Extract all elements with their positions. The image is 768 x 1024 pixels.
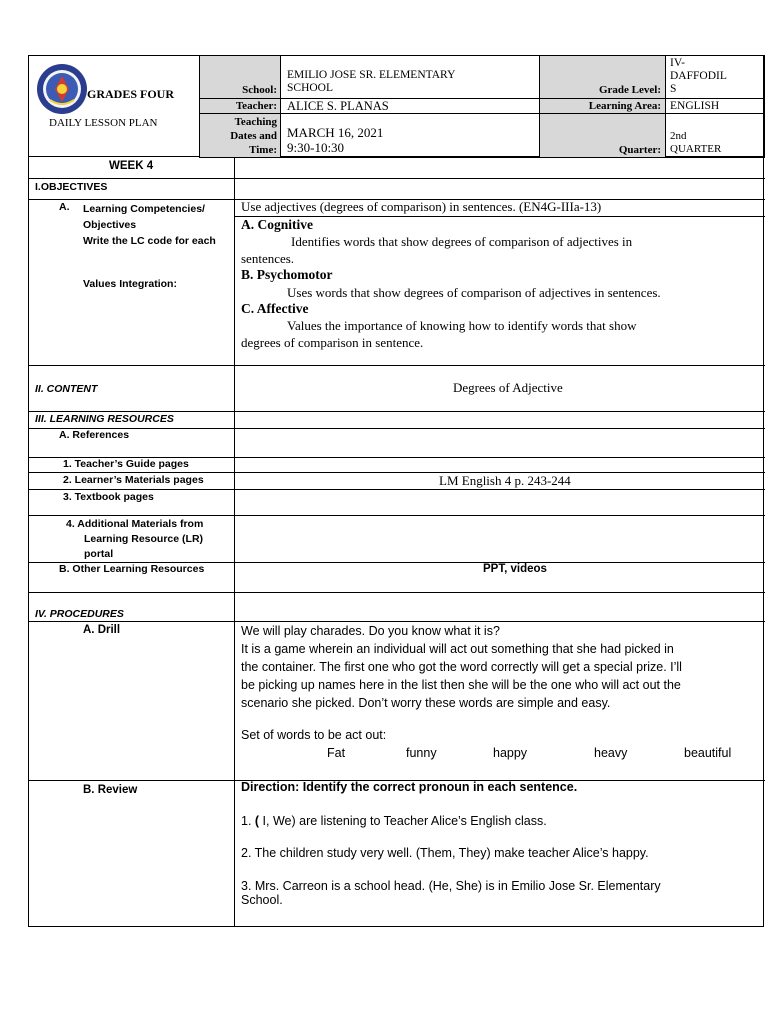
review-label: B. Review xyxy=(83,784,138,796)
quarter-value-cell xyxy=(665,113,765,158)
review-item-2: 2. The children study very well. (Them, They) make teacher Alice’s happy. xyxy=(241,846,649,860)
row-line xyxy=(29,428,765,429)
deped-seal-icon xyxy=(35,62,89,116)
additional-materials-line2: Learning Resource (LR) xyxy=(84,533,204,545)
review-item-3-line1: 3. Mrs. Carreon is a school head. (He, She) is in Emilio Jose Sr. Elementary xyxy=(241,879,661,893)
other-resources-value: PPT, videos xyxy=(483,563,547,575)
teacher-value-cell xyxy=(280,98,540,114)
school-value-line2: SCHOOL xyxy=(287,82,334,94)
row-line xyxy=(29,515,765,516)
school-value-line1: EMILIO JOSE SR. ELEMENTARY xyxy=(287,69,456,81)
teachers-guide-label: 1. Teacher’s Guide pages xyxy=(63,458,189,470)
drill-line: scenario she picked. Don’t worry these words are simple and easy. xyxy=(241,696,611,710)
content-value: Degrees of Adjective xyxy=(453,380,563,395)
textbook-label: 3. Textbook pages xyxy=(63,491,154,503)
references-label: A. References xyxy=(59,429,130,441)
additional-materials-line3: portal xyxy=(84,548,114,560)
affective-title: C. Affective xyxy=(241,301,309,316)
competency-label-2: Objectives xyxy=(83,219,137,231)
learning-area-label: Learning Area: xyxy=(588,100,661,112)
learning-area-value: ENGLISH xyxy=(670,100,720,112)
grade-level-value-line2: DAFFODIL xyxy=(670,70,727,82)
date-value: MARCH 16, 2021 xyxy=(287,125,384,140)
additional-materials-line1: 4. Additional Materials from xyxy=(66,518,204,530)
resources-heading: III. LEARNING RESOURCES xyxy=(35,413,174,425)
competency-label xyxy=(83,201,216,249)
learning-area-label-cell xyxy=(539,98,666,114)
header-table xyxy=(28,55,764,157)
learning-area-value-cell xyxy=(665,98,765,114)
word-item: funny xyxy=(406,746,437,760)
competency-label-1: Learning Competencies/ xyxy=(83,203,205,215)
row-line xyxy=(29,411,765,412)
other-resources-label: B. Other Learning Resources xyxy=(59,563,205,575)
dates-label xyxy=(230,115,277,157)
affective-line1: Values the importance of knowing how to identify words that show xyxy=(287,318,637,333)
date-time-value xyxy=(287,125,383,155)
row-line xyxy=(234,216,765,217)
psychomotor-line1: Uses words that show degrees of comparison of adjectives in sentences. xyxy=(287,285,661,300)
teacher-value: ALICE S. PLANAS xyxy=(287,99,389,113)
plan-type-label: DAILY LESSON PLAN xyxy=(49,117,158,129)
grade-level-value-cell xyxy=(665,55,765,99)
row-line xyxy=(29,489,765,490)
teacher-label: Teacher: xyxy=(235,100,277,112)
psychomotor-title: B. Psychomotor xyxy=(241,267,333,282)
drill-text xyxy=(241,622,682,712)
dates-label-line1: Teaching xyxy=(234,116,277,128)
school-value-cell xyxy=(280,55,540,99)
competency-letter: A. xyxy=(59,201,70,213)
grade-level-label: Grade Level: xyxy=(598,84,661,96)
grade-level-value xyxy=(670,57,727,96)
review-item-3 xyxy=(241,879,661,907)
drill-line: We will play charades. Do you know what it is? xyxy=(241,624,500,638)
drill-line: the container. The first one who got the word correctly will get a special prize. I’ll xyxy=(241,660,682,674)
school-label: School: xyxy=(242,84,277,96)
dates-label-line3: Time: xyxy=(249,144,277,156)
affective-line2: degrees of comparison in sentence. xyxy=(241,335,424,350)
lesson-plan-table xyxy=(28,157,764,927)
drill-line: be picking up names here in the list then she will be the one who will act out the xyxy=(241,678,681,692)
cognitive-title: A. Cognitive xyxy=(241,217,313,232)
grade-level-value-line3: S xyxy=(670,83,677,95)
drill-line: It is a game wherein an individual will act out something that she had picked in xyxy=(241,642,674,656)
review-item-1-rest: I, We) are listening to Teacher Alice’s English class. xyxy=(259,814,547,828)
review-item-3-line2: School. xyxy=(241,893,283,907)
word-item: happy xyxy=(493,746,528,760)
word-item: beautiful xyxy=(684,746,732,760)
word-item: heavy xyxy=(594,746,628,760)
column-divider xyxy=(234,157,235,927)
cognitive-line2: sentences. xyxy=(241,251,295,266)
time-value: 9:30-10:30 xyxy=(287,140,345,155)
date-value-cell xyxy=(280,113,540,158)
competency-value: Use adjectives (degrees of comparison) in sentences. (EN4G-IIIa-13) xyxy=(241,199,602,214)
cognitive-line1: Identifies words that show degrees of comparison of adjectives in xyxy=(291,234,633,249)
review-item-1 xyxy=(241,814,547,828)
school-value xyxy=(287,69,455,95)
teacher-label-cell xyxy=(199,98,281,114)
dates-label-cell xyxy=(199,113,281,158)
values-integration-label: Values Integration: xyxy=(83,278,177,290)
quarter-value-line1: 2nd xyxy=(670,130,687,142)
quarter-label: Quarter: xyxy=(618,144,661,156)
word-item: Fat xyxy=(327,746,346,760)
quarter-label-cell xyxy=(539,113,666,158)
competency-label-3: Write the LC code for each xyxy=(83,235,216,247)
grade-level-value-line1: IV- xyxy=(670,57,685,69)
review-item-1-prefix: 1. xyxy=(241,814,255,828)
quarter-value xyxy=(670,130,721,156)
procedures-heading: IV. PROCEDURES xyxy=(35,608,124,620)
content-heading: II. CONTENT xyxy=(35,383,98,395)
words-intro: Set of words to be act out: xyxy=(241,728,387,742)
school-label-cell xyxy=(199,55,281,99)
grade-level-label-cell xyxy=(539,55,666,99)
row-line xyxy=(29,472,765,473)
learners-materials-value: LM English 4 p. 243-244 xyxy=(439,473,571,488)
row-line xyxy=(29,178,765,179)
row-line xyxy=(29,365,765,366)
row-line xyxy=(29,592,765,593)
review-item-1-paren: ( xyxy=(254,814,260,828)
learners-materials-label: 2. Learner’s Materials pages xyxy=(63,474,204,486)
drill-label: A. Drill xyxy=(83,624,121,636)
week-label: WEEK 4 xyxy=(109,160,154,172)
dates-label-line2: Dates and xyxy=(230,130,277,142)
additional-materials-label xyxy=(66,517,203,562)
grades-label: GRADES FOUR xyxy=(87,87,175,101)
quarter-value-line2: QUARTER xyxy=(670,143,722,155)
objectives-heading: I.OBJECTIVES xyxy=(35,181,108,193)
review-direction: Direction: Identify the correct pronoun in each sentence. xyxy=(241,780,578,794)
